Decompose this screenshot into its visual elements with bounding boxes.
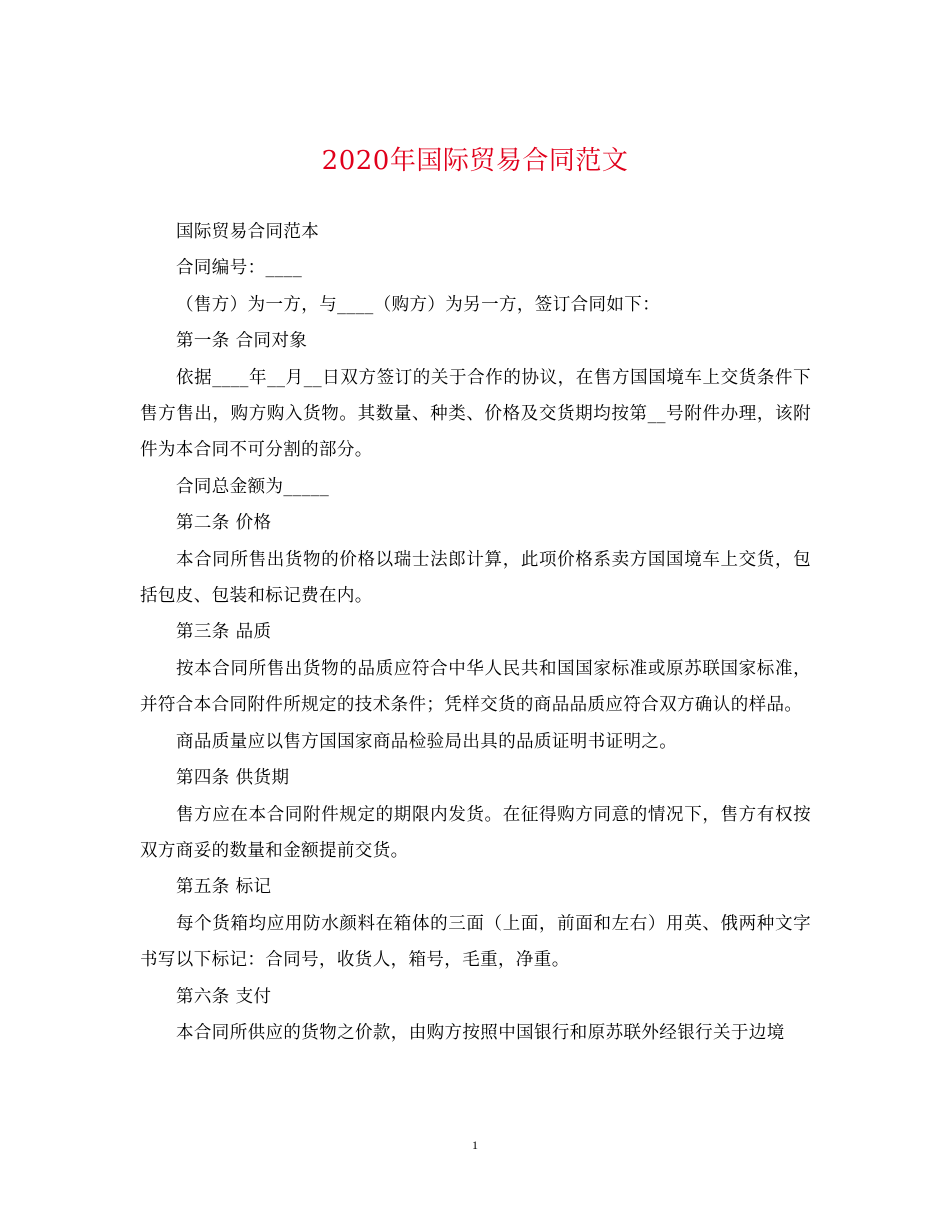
article-3-heading: 第三条 品质 [176,622,272,643]
document-title: 2020年国际贸易合同范文 [321,146,629,176]
article-1-heading: 第一条 合同对象 [176,331,308,352]
paragraph-contract-number: 合同编号：____ [176,258,303,279]
article-6-body: 本合同所供应的货物之价款，由购方按照中国银行和原苏联外经银行关于边境 [176,1022,785,1043]
article-4-body: 售方应在本合同附件规定的期限内发货。在征得购方同意的情况下，售方有权按双方商妥的数量和金额提前交货。 [140,804,811,861]
paragraph-total-amount: 合同总金额为_____ [176,476,330,497]
document-body [140,214,811,1051]
article-3-body-2: 商品质量应以售方国国家商品检验局出具的品质证明书证明之。 [176,731,678,752]
article-3-body: 按本合同所售出货物的品质应符合中华人民共和国国家标准或原苏联国家标准，并符合本合同附件所规定的技术条件；凭样交货的商品品质应符合双方确认的样品。 [140,658,811,716]
article-5-body: 每个货箱均应用防水颜料在箱体的三面（上面，前面和左右）用英、俄两种文字书写以下标记：合同号，收货人，箱号，毛重，净重。 [140,913,811,971]
paragraph-parties: （售方）为一方，与____（购方）为另一方，签订合同如下： [176,294,661,315]
article-1-body: 依据____年__月__日双方签订的关于合作的协议，在售方国国境车上交货条件下售方售出，购方购入货物。其数量、种类、价格及交货期均按第__号附件办理，该附件为本合同不可分割的部分。 [140,367,811,461]
article-6-heading: 第六条 支付 [176,986,272,1007]
article-2-heading: 第二条 价格 [176,513,272,534]
article-4-heading: 第四条 供货期 [176,768,290,789]
paragraph-heading-template: 国际贸易合同范本 [176,222,320,242]
page-number: 1 [472,1138,478,1152]
article-2-body: 本合同所售出货物的价格以瑞士法郎计算，此项价格系卖方国国境车上交货，包括包皮、包装和标记费在内。 [140,549,811,607]
article-5-heading: 第五条 标记 [176,877,272,898]
